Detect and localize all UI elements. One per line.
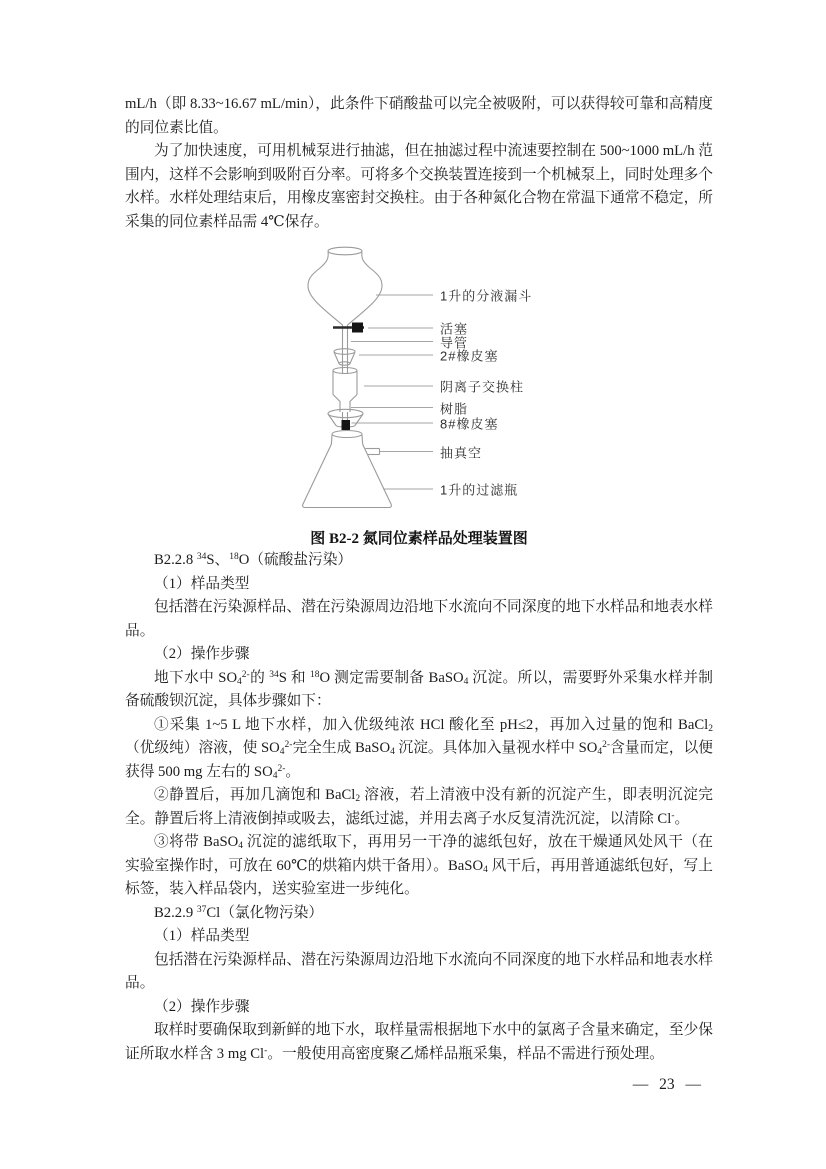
- page-footer: [125, 1074, 701, 1096]
- no2-rubber-stopper-shape: [334, 349, 355, 366]
- paragraph: 地下水中 $SO_4^{2-}$的 $^{34}$S 和 $^{18}$O 测定需要制备 BaSO$_4$ 沉淀。所以，需要野外采集水样并制备硫酸钡沉淀，具体步骤如下：: [125, 669, 713, 709]
- apparatus-illustration: [280, 246, 580, 524]
- paragraph: B2.2.9 $^{37}$Cl（氯化物污染）: [154, 904, 324, 921]
- leader-lines: [351, 295, 433, 489]
- filter-flask-shape: [303, 431, 392, 508]
- paragraph: ③将带 BaSO$_4$ 沉淀的滤纸取下，再用另一干净的滤纸包好，放在干燥通风处风干（在实验室操作时，可放在 60℃的烘箱内烘干备用）。BaSO$_4$ 风干后，再用普通滤纸包好，写上标签，装入样品袋内，送实验室进一步纯化。: [125, 834, 713, 897]
- page-number: — 23 —: [632, 1076, 701, 1093]
- diagram-label-resin: 树脂: [440, 401, 469, 416]
- paragraph: 包括潜在污染源样品、潜在污染源周边沿地下水流向不同深度的地下水样品和地表水样品。: [125, 951, 713, 991]
- diagram-label-separatory-funnel: 1升的分液漏斗: [440, 288, 533, 304]
- figure-caption: 图 B2-2 氮同位素样品处理装置图: [310, 531, 528, 547]
- paragraph: mL/h（即 8.33~16.67 mL/min），此条件下硝酸盐可以完全被吸附，可以获得较可靠和高精度的同位素比值。: [125, 96, 713, 136]
- diagram-label-vacuum: 抽真空: [440, 445, 483, 460]
- no8-rubber-stopper-shape: [328, 409, 363, 430]
- diagram-label-no8-rubber-stopper: 8#橡皮塞: [440, 416, 499, 432]
- paragraph: ②静置后，再加几滴饱和 BaCl$_2$ 溶液，若上清液中没有新的沉淀产生，即表明沉淀完全。静置后将上清液倒掉或吸去，滤纸过滤，并用去离子水反复清洗沉淀，以清除 Cl-。: [125, 787, 713, 827]
- paragraph: （1）样品类型: [154, 928, 250, 944]
- diagram-label-anion-exchange-column: 阴离子交换柱: [440, 379, 525, 395]
- figure-diagram: [280, 246, 580, 524]
- diagram-label-filter-flask: 1升的过滤瓶: [440, 482, 519, 498]
- separatory-funnel-shape: [308, 247, 382, 325]
- paragraph: 取样时要确保取到新鲜的地下水，取样量需根据地下水中的氯离子含量来确定，至少保证所取水样含 3 mg Cl-。一般使用高密度聚乙烯样品瓶采集，样品不需进行预处理。: [125, 1022, 713, 1062]
- paragraph: ①采集 1~5 L 地下水样，加入优级纯浓 HCl 酸化至 pH≤2，再加入过量的饱和 BaCl$_2$（优级纯）溶液，使 $SO_4^{2-}$完全生成 BaSO$_4$ 沉淀。具体加入量视水样中 $SO_4^{2-}$含量而定，以便获得 500 mg 左右的 $SO_4^{2-}$。: [125, 716, 713, 781]
- diagram-label-stopcock: 活塞: [440, 321, 469, 337]
- paragraph: 为了加快速度，可用机械泵进行抽滤，但在抽滤过程中流速要控制在 500~1000 mL/h 范围内，这样不会影响到吸附百分率。可将多个交换装置连接到一个机械泵上，同时处理多个水样。水样处理结束后，用橡皮塞密封交换柱。由于各种氮化合物在常温下通常不稳定，所采集的同位素样品需 4℃保存。: [125, 143, 713, 230]
- diagram-label-conduit: 导管: [440, 335, 469, 350]
- paragraph: （2）操作步骤: [154, 998, 250, 1015]
- paragraph: B2.2.8 $^{34}$S、$^{18}$O（硫酸盐污染）: [154, 552, 353, 568]
- anion-exchange-column-shape: [333, 368, 357, 413]
- diagram-label-no2-rubber-stopper: 2#橡皮塞: [440, 348, 499, 364]
- paragraph: （2）操作步骤: [154, 646, 250, 662]
- paragraph: 包括潜在污染源样品、潜在污染源周边沿地下水流向不同深度的地下水样品和地表水样品。: [125, 599, 713, 639]
- paragraph: （1）样品类型: [154, 575, 250, 592]
- body-text-bottom: [125, 549, 713, 1066]
- body-text-top: [125, 93, 713, 234]
